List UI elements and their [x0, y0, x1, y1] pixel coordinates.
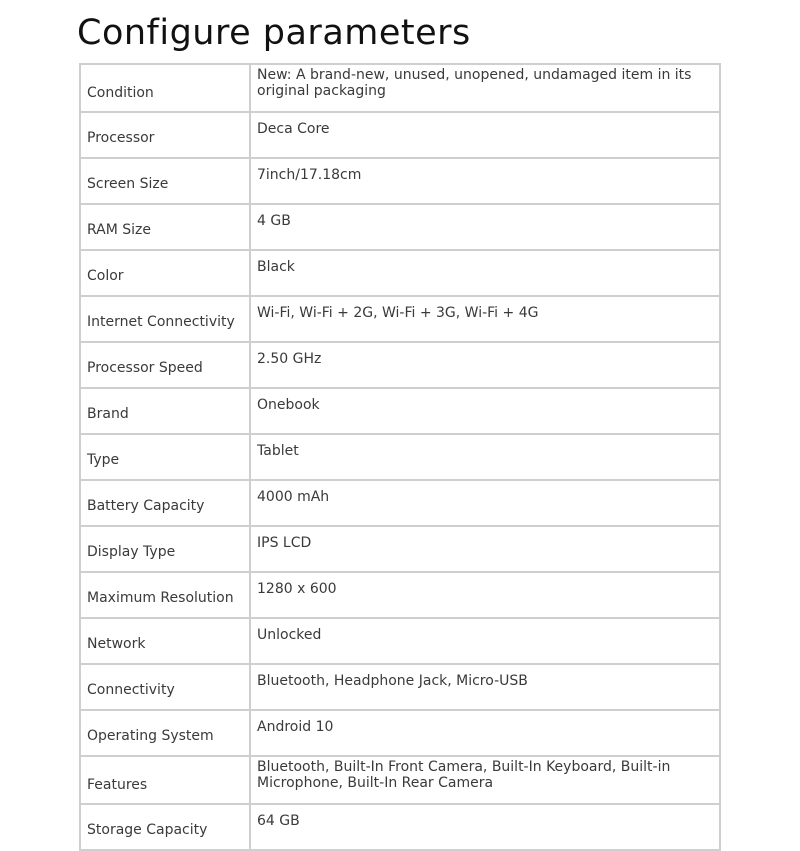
spec-value: 1280 x 600 — [250, 572, 720, 618]
spec-value: 4000 mAh — [250, 480, 720, 526]
spec-label: Connectivity — [80, 664, 250, 710]
table-row — [80, 756, 720, 804]
table-row — [80, 434, 720, 480]
table-row — [80, 618, 720, 664]
spec-value: 2.50 GHz — [250, 342, 720, 388]
table-row — [80, 204, 720, 250]
spec-value: 64 GB — [250, 804, 720, 850]
spec-label: Processor Speed — [80, 342, 250, 388]
table-row — [80, 112, 720, 158]
spec-value: Tablet — [250, 434, 720, 480]
table-row — [80, 804, 720, 850]
table-row — [80, 250, 720, 296]
spec-value: Onebook — [250, 388, 720, 434]
spec-value: Unlocked — [250, 618, 720, 664]
table-row — [80, 64, 720, 112]
spec-label: Color — [80, 250, 250, 296]
spec-label: Network — [80, 618, 250, 664]
spec-label: Features — [80, 756, 250, 804]
spec-label: Brand — [80, 388, 250, 434]
spec-value: Deca Core — [250, 112, 720, 158]
spec-value: IPS LCD — [250, 526, 720, 572]
table-row — [80, 710, 720, 756]
spec-value: Android 10 — [250, 710, 720, 756]
table-row — [80, 388, 720, 434]
spec-label: Condition — [80, 64, 250, 112]
table-row — [80, 342, 720, 388]
table-row — [80, 664, 720, 710]
spec-label: Operating System — [80, 710, 250, 756]
table-row — [80, 296, 720, 342]
spec-value: Bluetooth, Built-In Front Camera, Built-In Keyboard, Built-in Microphone, Built-In Rear Camera — [250, 756, 720, 804]
spec-value: 7inch/17.18cm — [250, 158, 720, 204]
page-title: Configure parameters — [77, 13, 471, 53]
spec-value: Wi-Fi, Wi-Fi + 2G, Wi-Fi + 3G, Wi-Fi + 4G — [250, 296, 720, 342]
spec-label: Maximum Resolution — [80, 572, 250, 618]
spec-value: 4 GB — [250, 204, 720, 250]
spec-label: RAM Size — [80, 204, 250, 250]
spec-label: Battery Capacity — [80, 480, 250, 526]
spec-label: Type — [80, 434, 250, 480]
spec-table — [79, 63, 721, 851]
spec-label: Screen Size — [80, 158, 250, 204]
spec-label: Processor — [80, 112, 250, 158]
spec-label: Storage Capacity — [80, 804, 250, 850]
table-row — [80, 480, 720, 526]
spec-value: Black — [250, 250, 720, 296]
spec-value: New: A brand-new, unused, unopened, undamaged item in its original packaging — [250, 64, 720, 112]
table-row — [80, 158, 720, 204]
table-row — [80, 572, 720, 618]
spec-label: Display Type — [80, 526, 250, 572]
spec-value: Bluetooth, Headphone Jack, Micro-USB — [250, 664, 720, 710]
spec-label: Internet Connectivity — [80, 296, 250, 342]
table-row — [80, 526, 720, 572]
